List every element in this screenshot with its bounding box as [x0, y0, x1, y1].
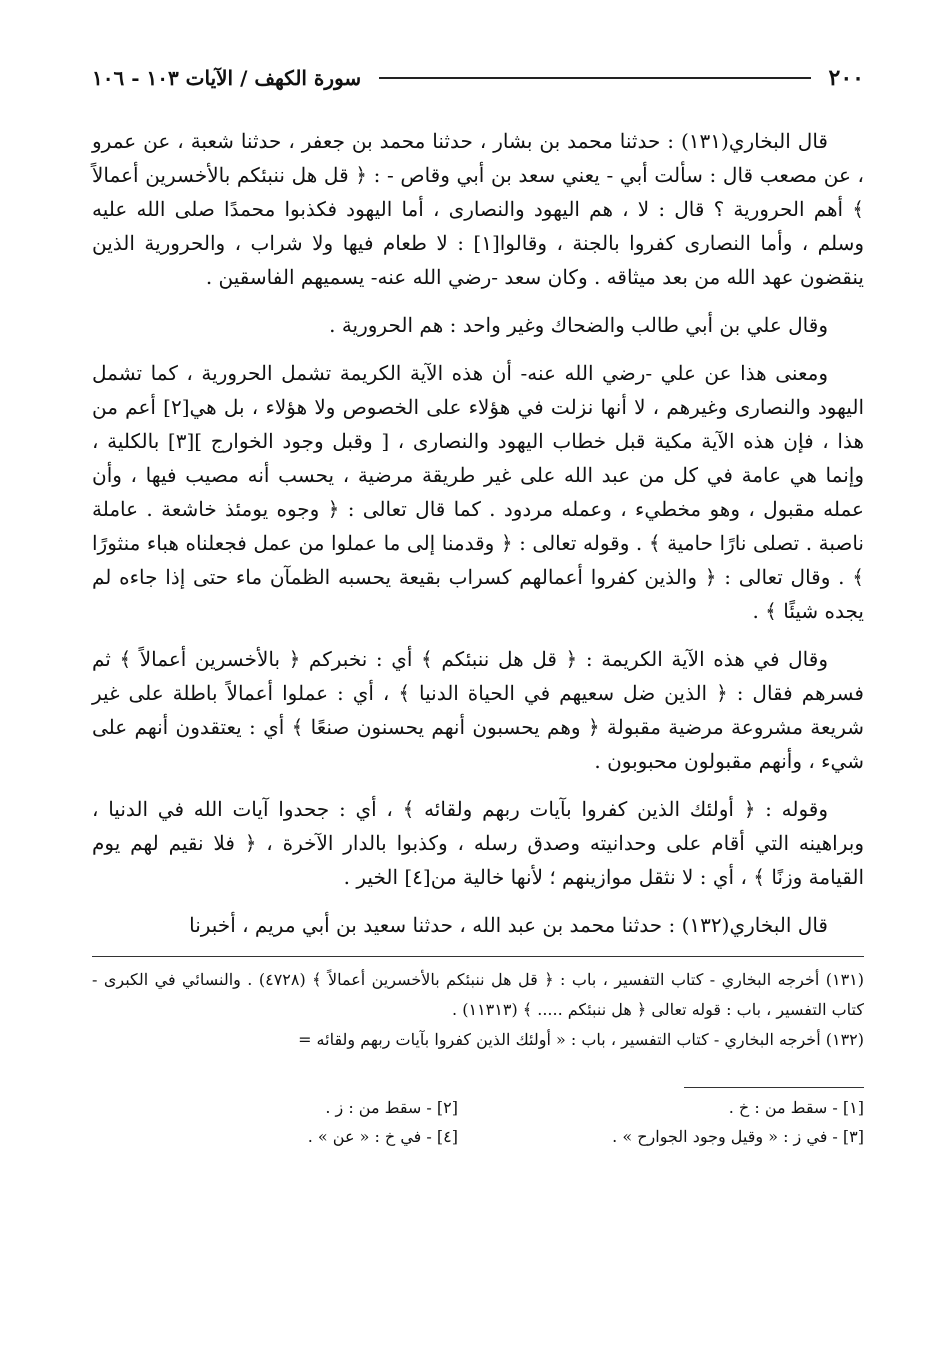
running-title: سورة الكهف / الآيات ١٠٣ - ١٠٦ [92, 66, 362, 90]
paragraph: قال البخاري(١٣١) : حدثنا محمد بن بشار ، حدثنا محمد بن جعفر ، حدثنا شعبة ، عن عمرو ، عن مصعب قال : سألت أبي - يعني سعد بن أبي وقاص - : ﴿ قل هل ننبئكم بالأخسرين أعمالاً ﴾ أهم الحرورية ؟ قال : لا ، هم اليهود والنصارى ، أما اليهود فكذبوا محمدًا صلى الله عليه وسلم ، وأما النصارى كفروا بالجنة ، وقالوا[١] : لا طعام فيها ولا شراب ، والحرورية الذين ينقضون عهد الله من بعد ميثاقه . وكان سعد -رضي الله عنه- يسميهم الفاسقين . [92, 129, 864, 289]
page-number: ٢٠٠ [828, 65, 864, 91]
paragraph: وقال في هذه الآية الكريمة : ﴿ قل هل ننبئكم ﴾ أي : نخبركم ﴿ بالأخسرين أعمالاً ﴾ ثم فسرهم فقال : ﴿ الذين ضل سعيهم في الحياة الدنيا ﴾ ، أي : عملوا أعمالاً باطلة على غير شريعة مشروعة مرضية مقبولة ﴿ وهم يحسبون أنهم يحسنون صنعًا ﴾ أي : يعتقدون أنهم على شيء ، وأنهم مقبولون محبوبون . [92, 647, 864, 773]
footnote: (١٣١) أخرجه البخاري - كتاب التفسير ، باب : ﴿ قل هل ننبئكم بالأخسرين أعمالاً ﴾ (٤٧٢٨) . والنسائي في الكبرى - كتاب التفسير ، باب : قوله تعالى ﴿ هل ننبئكم ..... ﴾ (١١٣١٣) . [92, 970, 865, 1019]
variant-note: [٤] - في خ : « عن » . [307, 1127, 458, 1146]
variant-note: [١] - سقط من : خ . [728, 1098, 864, 1117]
page-header [92, 58, 864, 98]
body-text [92, 124, 864, 942]
footnotes [92, 956, 864, 1055]
variant-note: [٣] - في ز : « وقيل وجود الجوارح » . [612, 1127, 864, 1146]
paragraph: قال البخاري(١٣٢) : حدثنا محمد بن عبد الله ، حدثنا سعيد بن أبي مريم ، أخبرنا [189, 913, 828, 937]
paragraph: وقال علي بن أبي طالب والضحاك وغير واحد : هم الحرورية . [329, 313, 828, 337]
paragraph: وقوله : ﴿ أولئك الذين كفروا بآيات ربهم ولقائه ﴾ ، أي : جحدوا آيات الله في الدنيا ، وبراهينه التي أقام على وحدانيته وصدق رسله ، وكذبوا بالدار الآخرة ، ﴿ فلا نقيم لهم يوم القيامة وزنًا ﴾ ، أي : لا نثقل موازينهم ؛ لأنها خالية من[٤] الخير . [92, 797, 864, 889]
header-rule [379, 77, 810, 79]
variant-notes [92, 1098, 864, 1146]
notes-rule [684, 1087, 864, 1088]
book-page [92, 58, 864, 1146]
paragraph: ومعنى هذا عن علي -رضي الله عنه- أن هذه الآية الكريمة تشمل الحرورية ، كما تشمل اليهود والنصارى وغيرهم ، لا أنها نزلت في هؤلاء على الخصوص ولا هؤلاء ، بل هي[٢] أعم من هذا ، فإن هذه الآية مكية قبل خطاب اليهود والنصارى ، [ وقبل وجود الخوارج ][٣] بالكلية ، وإنما هي عامة في كل من عبد الله على غير طريقة مرضية ، يحسب أنه مصيب فيها ، وأن عمله مقبول ، وهو مخطيء ، وعمله مردود . كما قال تعالى : ﴿ وجوه يومئذ خاشعة . عاملة ناصبة . تصلى نارًا حامية ﴾ . وقوله تعالى : ﴿ وقدمنا إلى ما عملوا من عمل فجعلناه هباء منثورًا ﴾ . وقال تعالى : ﴿ والذين كفروا أعمالهم كسراب بقيعة يحسبه الظمآن ماء حتى إذا جاءه لم يجده شيئًا ﴾ . [92, 361, 864, 623]
variant-note: [٢] - سقط من : ز . [325, 1098, 458, 1117]
footnote: (١٣٢) أخرجه البخاري - كتاب التفسير ، باب : « أولئك الذين كفروا بآيات ربهم ولقائه = [298, 1030, 864, 1049]
